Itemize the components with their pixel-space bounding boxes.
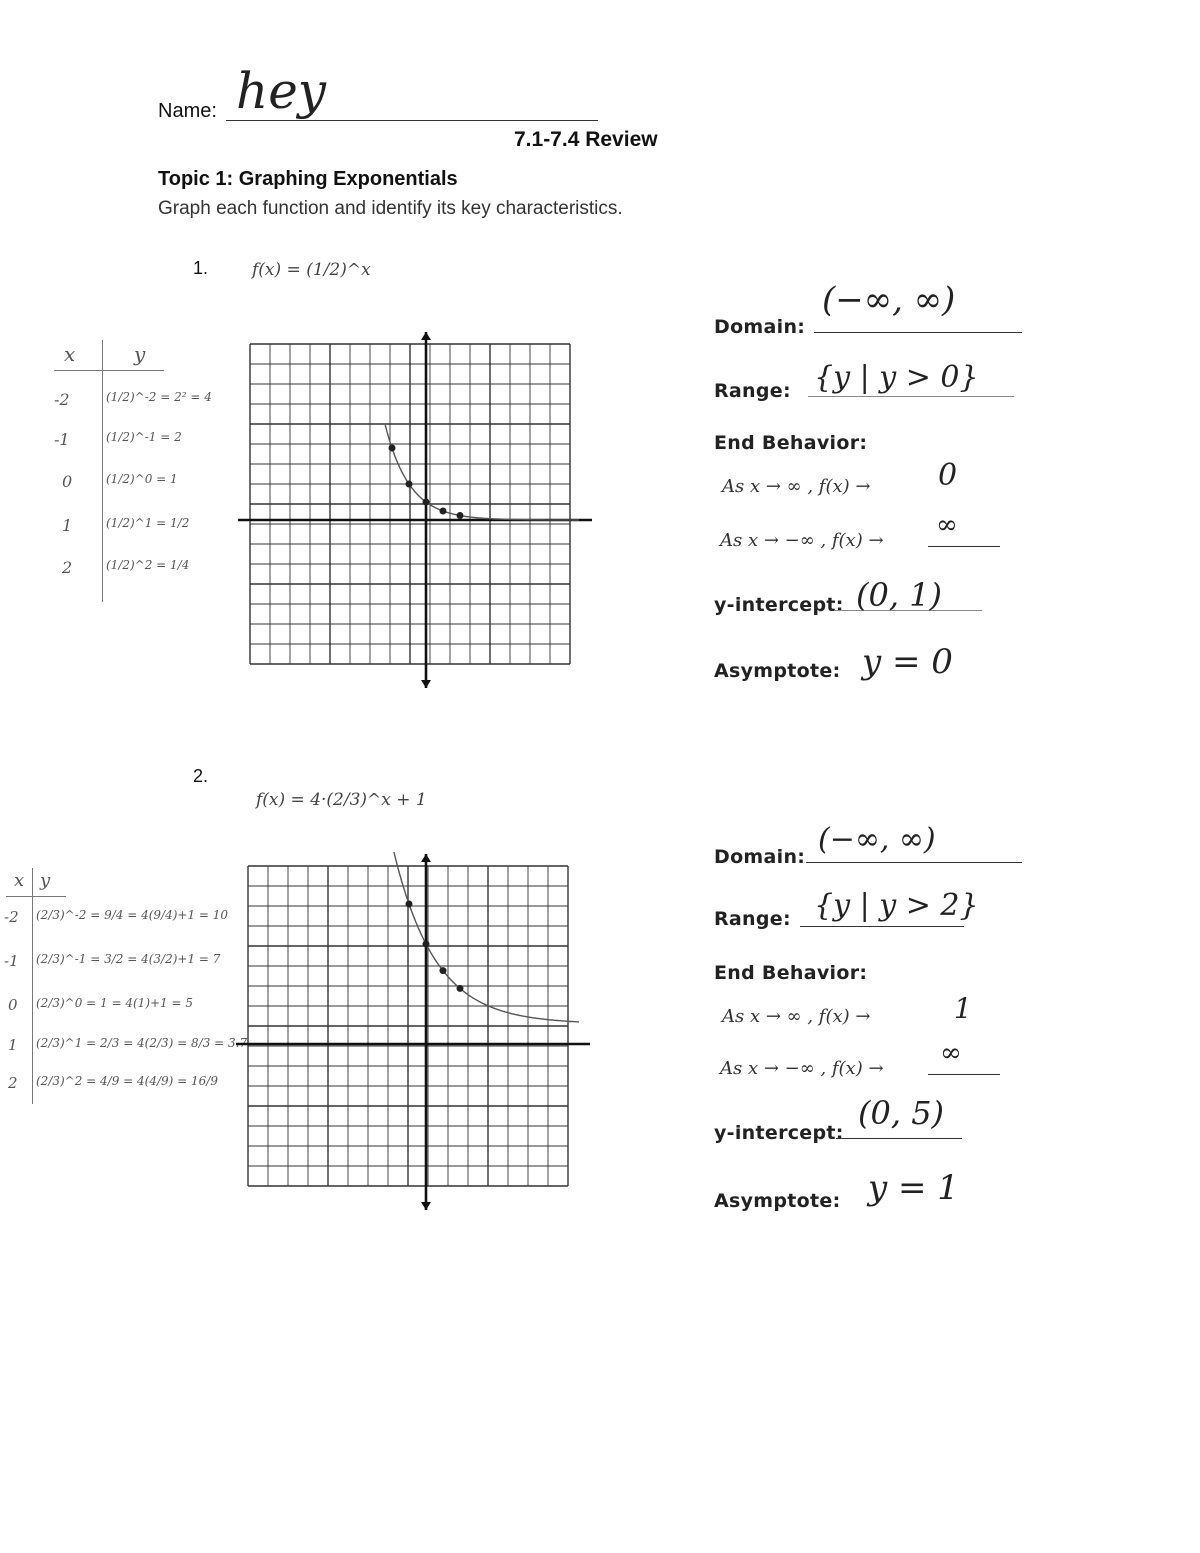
asymptote-answer: y = 1 <box>868 1168 959 1208</box>
table-y-cell: (2/3)^1 = 2/3 = 4(2/3) = 8/3 = 3.7 <box>36 1036 248 1050</box>
range-label: Range: <box>714 380 791 402</box>
arrow-icon <box>421 1202 431 1210</box>
table-header-y: y <box>134 342 146 366</box>
arrow-icon <box>421 854 431 862</box>
plotted-point <box>457 985 464 992</box>
problem-1-function: f(x) = (1/2)^x <box>252 260 371 280</box>
table-x-cell: -2 <box>4 908 19 926</box>
y-intercept-label: y-intercept: <box>714 594 844 616</box>
plotted-point <box>457 512 464 519</box>
plotted-point <box>423 941 430 948</box>
end-behavior-label: End Behavior: <box>714 962 868 984</box>
function-curve <box>389 852 579 1022</box>
end-pos-answer: 1 <box>954 992 972 1025</box>
problem-2-graph <box>234 852 594 1214</box>
asymptote-label: Asymptote: <box>714 1190 841 1212</box>
topic-title: Topic 1: Graphing Exponentials <box>158 168 458 190</box>
plotted-point <box>440 508 447 515</box>
problem-2-table <box>4 868 254 1108</box>
name-value: hey <box>236 62 327 120</box>
problem-1-table <box>48 340 218 602</box>
table-vertical-rule <box>102 340 103 602</box>
name-underline <box>226 120 598 121</box>
problem-2-number: 2. <box>193 766 209 786</box>
plotted-point <box>406 481 413 488</box>
page-title: 7.1-7.4 Review <box>514 128 658 151</box>
range-line <box>800 926 964 927</box>
y-intercept-answer: (0, 1) <box>856 576 943 614</box>
name-label: Name: <box>158 100 217 122</box>
table-x-cell: 2 <box>62 558 73 577</box>
table-x-cell: 1 <box>8 1036 18 1054</box>
range-answer: {y | y > 0} <box>814 360 979 395</box>
table-y-cell: (1/2)^-1 = 2 <box>106 430 182 444</box>
table-y-cell: (2/3)^0 = 1 = 4(1)+1 = 5 <box>36 996 194 1010</box>
table-header-x: x <box>64 342 76 366</box>
plotted-point <box>406 901 413 908</box>
asymptote-answer: y = 0 <box>862 642 953 682</box>
domain-label: Domain: <box>714 846 806 868</box>
problem-1-number: 1. <box>193 258 209 278</box>
y-intercept-label: y-intercept: <box>714 1122 844 1144</box>
table-y-cell: (2/3)^-2 = 9/4 = 4(9/4)+1 = 10 <box>36 908 229 922</box>
plotted-point <box>423 499 430 506</box>
end-neg-line <box>928 1074 1000 1075</box>
end-neg-label: As x → −∞ , f(x) → <box>720 1058 884 1079</box>
asymptote-label: Asymptote: <box>714 660 841 682</box>
end-pos-label: As x → ∞ , f(x) → <box>722 1006 871 1027</box>
end-neg-answer: ∞ <box>940 1038 962 1068</box>
arrow-icon <box>421 680 431 688</box>
range-line <box>808 396 1014 397</box>
domain-answer: (−∞, ∞) <box>818 822 936 857</box>
table-x-cell: 0 <box>62 472 73 491</box>
table-x-cell: 1 <box>62 516 73 535</box>
table-horizontal-rule <box>54 370 164 371</box>
table-y-cell: (1/2)^1 = 1/2 <box>106 516 190 530</box>
table-y-cell: (1/2)^0 = 1 <box>106 472 178 486</box>
table-x-cell: 2 <box>8 1074 18 1092</box>
table-x-cell: -1 <box>54 430 70 449</box>
plotted-point <box>440 967 447 974</box>
table-header-y: y <box>40 870 51 891</box>
end-neg-line <box>928 546 1000 547</box>
problem-2-function: f(x) = 4·(2/3)^x + 1 <box>256 790 427 810</box>
table-x-cell: -1 <box>4 952 19 970</box>
table-vertical-rule <box>32 868 33 1104</box>
domain-line <box>814 332 1022 333</box>
y-intercept-line <box>836 1138 962 1139</box>
domain-answer: (−∞, ∞) <box>822 280 956 320</box>
table-header-x: x <box>14 870 25 891</box>
y-intercept-answer: (0, 5) <box>858 1094 945 1132</box>
domain-line <box>806 862 1022 863</box>
table-y-cell: (2/3)^-1 = 3/2 = 4(3/2)+1 = 7 <box>36 952 221 966</box>
table-y-cell: (1/2)^2 = 1/4 <box>106 558 190 572</box>
plotted-point <box>389 445 396 452</box>
table-y-cell: (1/2)^-2 = 2² = 4 <box>106 390 212 404</box>
domain-label: Domain: <box>714 316 806 338</box>
table-x-cell: -2 <box>54 390 70 409</box>
arrow-icon <box>421 332 431 340</box>
range-answer: {y | y > 2} <box>814 888 979 923</box>
end-pos-label: As x → ∞ , f(x) → <box>722 476 871 497</box>
table-x-cell: 0 <box>8 996 18 1014</box>
end-pos-answer: 0 <box>938 458 958 493</box>
range-label: Range: <box>714 908 791 930</box>
table-y-cell: (2/3)^2 = 4/9 = 4(4/9) = 16/9 <box>36 1074 218 1088</box>
problem-1-graph <box>236 330 596 690</box>
end-neg-label: As x → −∞ , f(x) → <box>720 530 884 551</box>
table-horizontal-rule <box>6 896 66 897</box>
end-neg-answer: ∞ <box>936 510 958 540</box>
end-behavior-label: End Behavior: <box>714 432 868 454</box>
topic-instructions: Graph each function and identify its key characteristics. <box>158 198 623 219</box>
